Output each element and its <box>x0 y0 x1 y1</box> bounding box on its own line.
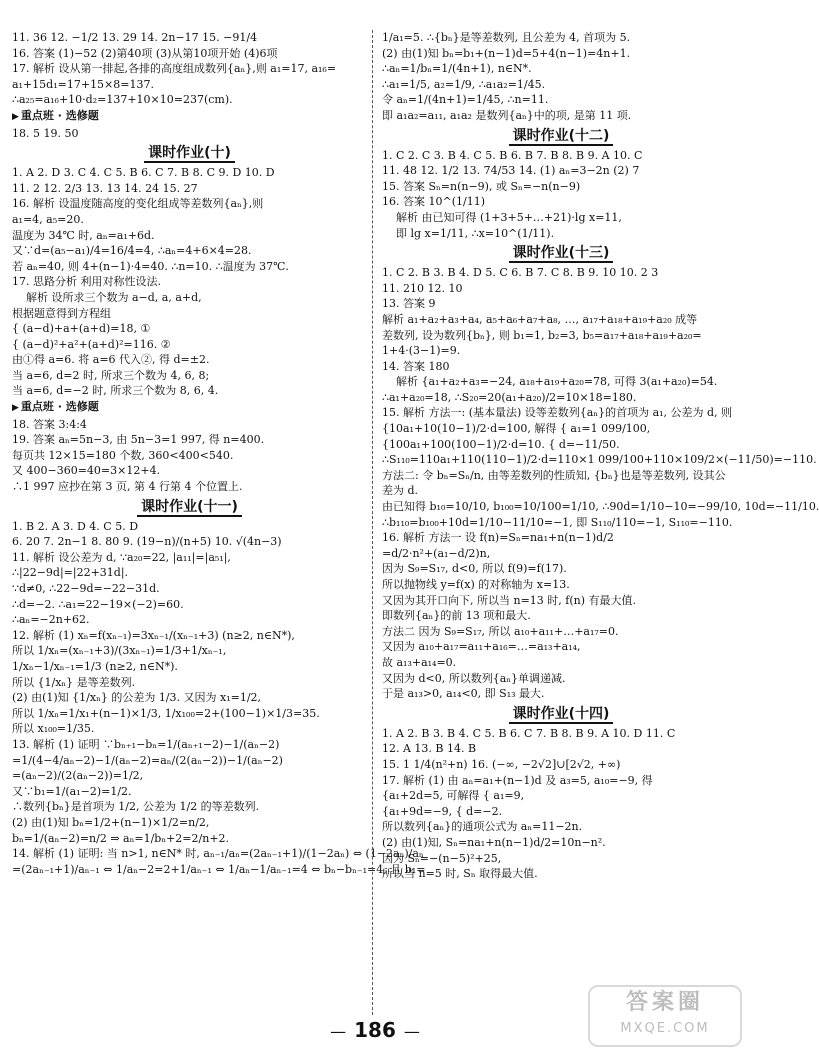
answer-line: 解析 {a₁+a₂+a₃=−24, a₁₈+a₁₉+a₂₀=78, 可得 3(a₁+a₂₀)=54. <box>396 375 718 389</box>
answer-line: 1+4·(3−1)=9. <box>382 344 461 358</box>
answer-line: (2) 由(1)知, Sₙ=na₁+n(n−1)d/2=10n−n². <box>382 835 606 849</box>
answer-line: 又∵b₁=1/(a₁−2)=1/2. <box>12 784 132 798</box>
answer-line: 即 a₁a₂=a₁₁, a₁a₂ 是数列{aₙ}中的项, 是第 11 项. <box>382 108 632 122</box>
answer-line: 12. A 13. B 14. B <box>382 742 477 756</box>
answer-line: ∴|22−9d|=|22+31d|. <box>12 566 129 580</box>
answer-line: 12. 解析 (1) xₙ=f(xₙ₋₁)=3xₙ₋₁/(xₙ₋₁+3) (n≥2, n∈N*), <box>12 628 295 642</box>
answer-line: 16. 答案 (1)−52 (2)第40项 (3)从第10项开始 (4)6项 <box>12 46 278 60</box>
answer-line: {a₁+9d=−9, { d=−2. <box>382 804 503 818</box>
answer-line: 方法二: 令 bₙ=Sₙ/n, 由等差数列的性质知, {bₙ}也是等差数列, 设其公 <box>382 468 726 482</box>
answer-line: ∴a₁+a₂₀=18, ∴S₂₀=20(a₁+a₂₀)/2=10×18=180. <box>382 390 637 404</box>
answer-line: 11. 48 12. 1/2 13. 74/53 14. (1) aₙ=3−2n (2) 7 <box>382 164 640 178</box>
answer-line: 由已知得 b₁₀=10/10, b₁₀₀=10/100=1/10, ∴90d=1/10−10=−99/10, 10d=−11/10. <box>382 500 819 514</box>
answer-line: 差为 d. <box>382 484 419 498</box>
answer-line: { (a−d)²+a²+(a+d)²=116. ② <box>12 337 171 351</box>
answer-line: 方法二 因为 S₉=S₁₇, 所以 a₁₀+a₁₁+…+a₁₇=0. <box>382 624 619 638</box>
answer-line: 1. B 2. A 3. D 4. C 5. D <box>12 519 139 533</box>
answer-line: 解析 a₁+a₂+a₃+a₄, a₅+a₆+a₇+a₈, …, a₁₇+a₁₈+a₁₉+a₂₀ 成等 <box>382 312 698 326</box>
page-number-text: 186 <box>354 1018 396 1042</box>
answer-line: 19. 答案 aₙ=5n−3, 由 5n−3=1 997, 得 n=400. <box>12 433 265 447</box>
section-heading-text: 课时作业(十四) <box>509 706 614 724</box>
answer-line: =(2aₙ₋₁+1)/aₙ₋₁ ⇔ 1/aₙ−2=2+1/aₙ₋₁ ⇔ 1/aₙ−1/aₙ₋₁=4 ⇔ bₙ−bₙ₋₁=4, 且 b₁= <box>12 862 426 876</box>
answer-line: 17. 解析 设从第一排起,各排的高度组成数列{aₙ},则 a₁=17, a₁₆= <box>12 62 337 76</box>
answer-line: 当 a=6, d=2 时, 所求三个数为 4, 6, 8; <box>12 368 210 382</box>
answer-line: 11. 210 12. 10 <box>382 281 463 295</box>
answer-line: ∴a₁=1/5, a₂=1/9, ∴a₁a₂=1/45. <box>382 77 546 91</box>
answer-line: ∴b₁₁₀=b₁₀₀+10d=1/10−11/10=−1, 即 S₁₁₀/110=−1, S₁₁₀=−110. <box>382 515 733 529</box>
answer-line: 即 lg x=1/11, ∴x=10^(1/11). <box>396 226 555 240</box>
answer-line: { (a−d)+a+(a+d)=18, ① <box>12 322 151 336</box>
answer-line: 11. 2 12. 2/3 13. 13 14. 24 15. 27 <box>12 181 198 195</box>
answer-line: ∴1 997 应抄在第 3 页, 第 4 行第 4 个位置上. <box>12 480 243 494</box>
answer-line: 所以 {1/xₙ} 是等差数列. <box>12 675 136 689</box>
answer-line: 14. 答案 180 <box>382 359 450 373</box>
answer-line: 即数列{aₙ}的前 13 项和最大. <box>382 609 531 623</box>
answer-line: =1/(4−4/aₙ−2)−1/(aₙ−2)=aₙ/(2(aₙ−2))−1/(aₙ−2) <box>12 753 283 767</box>
answer-line: 15. 答案 Sₙ=n(n−9), 或 Sₙ=−n(n−9) <box>382 179 581 193</box>
answer-line: 1/a₁=5. ∴{bₙ}是等差数列, 且公差为 4, 首项为 5. <box>382 31 631 44</box>
answer-line: (2) 由(1)知 bₙ=b₁+(n−1)d=5+4(n−1)=4n+1. <box>382 46 631 60</box>
answer-line: 因为 Sₙ=−(n−5)²+25, <box>382 851 502 865</box>
answer-line: 又因为 d<0, 所以数列{aₙ}单调递减. <box>382 671 566 685</box>
column-divider <box>372 30 373 1015</box>
answer-line: =d/2·n²+(a₁−d/2)n, <box>382 546 491 560</box>
subsection-label: ▶ 重点班 · 选修题 <box>12 399 367 417</box>
answer-line: 又因为 a₁₀+a₁₇=a₁₁+a₁₆=…=a₁₃+a₁₄, <box>382 640 581 654</box>
answer-line: 所以当 n=5 时, Sₙ 取得最大值. <box>382 867 538 881</box>
section-heading <box>382 125 740 147</box>
answer-line: 若 aₙ=40, 则 4+(n−1)·4=40. ∴n=10. ∴温度为 37℃. <box>12 259 289 273</box>
answer-line: 当 a=6, d=−2 时, 所求三个数为 8, 6, 4. <box>12 384 219 398</box>
section-heading-text: 课时作业(十二) <box>509 128 614 146</box>
answer-line: 14. 解析 (1) 证明: 当 n>1, n∈N* 时, aₙ₋₁/aₙ=(2aₙ₋₁+1)/(1−2aₙ) ⇔ (1−2aₙ)/aₙ <box>12 847 424 861</box>
answer-line: 因为 S₉=S₁₇, d<0, 所以 f(9)=f(17). <box>382 562 567 576</box>
section-heading-text: 课时作业(十三) <box>509 245 614 263</box>
answer-line: ∵d≠0, ∴22−9d=−22−31d. <box>12 582 160 595</box>
answer-line: 由①得 a=6. 将 a=6 代入②, 得 d=±2. <box>12 353 210 367</box>
answer-line: ∴S₁₁₀=110a₁+110(110−1)/2·d=110×1 099/100+110×109/2×(−11/50)=−110. <box>382 453 817 467</box>
answer-line: 解析 设所求三个数为 a−d, a, a+d, <box>26 290 202 304</box>
answer-line: 温度为 34℃ 时, aₙ=a₁+6d. <box>12 228 155 242</box>
answer-line: 16. 解析 方法一 设 f(n)=Sₙ=na₁+n(n−1)d/2 <box>382 531 614 545</box>
answer-line: 18. 5 19. 50 <box>12 126 79 140</box>
answer-line: 所以抛物线 y=f(x) 的对称轴为 x=13. <box>382 578 570 591</box>
answer-line: 16. 答案 10^(1/11) <box>382 195 485 209</box>
answer-line: 所以数列{aₙ}的通项公式为 aₙ=11−2n. <box>382 820 583 834</box>
section-heading <box>12 142 367 164</box>
answer-line: ∴a₂₅=a₁₆+10·d₂=137+10×10=237(cm). <box>12 93 233 107</box>
answer-line: 6. 20 7. 2n−1 8. 80 9. (19−n)/(n+5) 10. √(4n−3) <box>12 535 282 549</box>
answer-line: 所以 x₁₀₀=1/35. <box>12 722 95 736</box>
answer-line: 故 a₁₃+a₁₄=0. <box>382 655 457 669</box>
answer-line: =(aₙ−2)/(2(aₙ−2))=1/2, <box>12 769 144 783</box>
section-heading <box>382 242 740 264</box>
watermark-url: MXQE.COM <box>620 1021 710 1036</box>
section-heading <box>12 496 367 518</box>
answer-line: 1. A 2. B 3. B 4. C 5. B 6. C 7. B 8. B 9. A 10. D 11. C <box>382 726 676 740</box>
answer-line: 所以 1/xₙ=1/x₁+(n−1)×1/3, 1/x₁₀₀=2+(100−1)×1/3=35. <box>12 706 320 720</box>
answer-line: 1. A 2. D 3. C 4. C 5. B 6. C 7. B 8. C 9. D 10. D <box>12 166 275 180</box>
answer-line: ∴d=−2. ∴a₁=22−19×(−2)=60. <box>12 597 184 611</box>
answer-line: ∴数列{bₙ}是首项为 1/2, 公差为 1/2 的等差数列. <box>12 800 260 814</box>
answer-line: 1/xₙ−1/xₙ₋₁=1/3 (n≥2, n∈N*). <box>12 659 178 673</box>
answer-line: 又因为其开口向下, 所以当 n=13 时, f(n) 有最大值. <box>382 593 637 607</box>
answer-line: 13. 答案 9 <box>382 297 436 311</box>
answer-line: 15. 解析 方法一: (基本量法) 设等差数列{aₙ}的首项为 a₁, 公差为 d, 则 <box>382 406 733 420</box>
watermark-logo <box>588 985 742 1047</box>
answer-line: 每页共 12×15=180 个数, 360<400<540. <box>12 448 234 462</box>
answer-line: 所以 1/xₙ=(xₙ₋₁+3)/(3xₙ₋₁)=1/3+1/xₙ₋₁, <box>12 644 227 658</box>
answer-line: 解析 由已知可得 (1+3+5+…+21)·lg x=11, <box>396 210 622 224</box>
answer-line: 1. C 2. B 3. B 4. D 5. C 6. B 7. C 8. B 9. 10 10. 2 3 <box>382 266 659 280</box>
answer-line: {a₁+2d=5, 可解得 { a₁=9, <box>382 789 525 803</box>
answer-line: 于是 a₁₃>0, a₁₄<0, 即 S₁₃ 最大. <box>382 687 545 701</box>
section-heading <box>382 703 740 725</box>
watermark-title: 答案圈 <box>625 990 704 1015</box>
answer-line: 1. C 2. C 3. B 4. C 5. B 6. B 7. B 8. B 9. A 10. C <box>382 148 643 162</box>
answer-line: 16. 解析 设温度随高度的变化组成等差数列{aₙ},则 <box>12 197 264 211</box>
answer-line: (2) 由(1)知 bₙ=1/2+(n−1)×1/2=n/2, <box>12 815 210 829</box>
section-heading-text: 课时作业(十一) <box>137 499 242 517</box>
answer-line: {100a₁+100(100−1)/2·d=10. { d=−11/50. <box>382 437 620 451</box>
answer-line: 17. 解析 (1) 由 aₙ=a₁+(n−1)d 及 a₃=5, a₁₀=−9, 得 <box>382 773 653 787</box>
page-number: — 186 — <box>330 1018 420 1042</box>
answer-line: bₙ=1/(aₙ−2)=n/2 ⇒ aₙ=1/bₙ+2=2/n+2. <box>12 831 230 845</box>
section-heading-text: 课时作业(十) <box>144 145 235 163</box>
answer-line: 13. 解析 (1) 证明 ∵bₙ₊₁−bₙ=1/(aₙ₊₁−2)−1/(aₙ−2) <box>12 737 280 751</box>
answer-line: 17. 思路分析 利用对称性设法. <box>12 275 161 289</box>
answer-line: a₁+15d₁=17+15×8=137. <box>12 77 154 91</box>
answer-line: 11. 36 12. −1/2 13. 29 14. 2n−17 15. −91/4 <box>12 31 258 44</box>
answer-line: {10a₁+10(10−1)/2·d=100, 解得 { a₁=1 099/100, <box>382 422 651 436</box>
answer-line: (2) 由(1)知 {1/xₙ} 的公差为 1/3. 又因为 x₁=1/2, <box>12 691 262 705</box>
subsection-label: ▶ 重点班 · 选修题 <box>12 108 367 126</box>
answer-line: ∴aₙ=−2n+62. <box>12 613 90 627</box>
answer-line: 根据题意得到方程组 <box>12 306 111 320</box>
answer-line: 11. 解析 设公差为 d, ∵a₂₀=22, |a₁₁|=|a₅₁|, <box>12 550 231 564</box>
answer-line: 又 400−360=40=3×12+4. <box>12 464 161 478</box>
answer-line: a₁=4, a₅=20. <box>12 212 84 226</box>
answer-line: 差数列, 设为数列{bₙ}, 则 b₁=1, b₂=3, b₅=a₁₇+a₁₈+a₁₉+a₂₀= <box>382 328 702 342</box>
answer-line: 15. 1 1/4(n²+n) 16. (−∞, −2√2]∪[2√2, +∞) <box>382 757 621 771</box>
answer-line: 令 aₙ=1/(4n+1)=1/45, ∴n=11. <box>382 93 549 107</box>
right-column <box>382 30 819 882</box>
answer-line: 又∵d=(a₅−a₁)/4=16/4=4, ∴aₙ=4+6×4=28. <box>12 244 252 258</box>
answer-line: 18. 答案 3:4:4 <box>12 417 87 431</box>
answer-line: ∴aₙ=1/bₙ=1/(4n+1), n∈N*. <box>382 62 532 76</box>
